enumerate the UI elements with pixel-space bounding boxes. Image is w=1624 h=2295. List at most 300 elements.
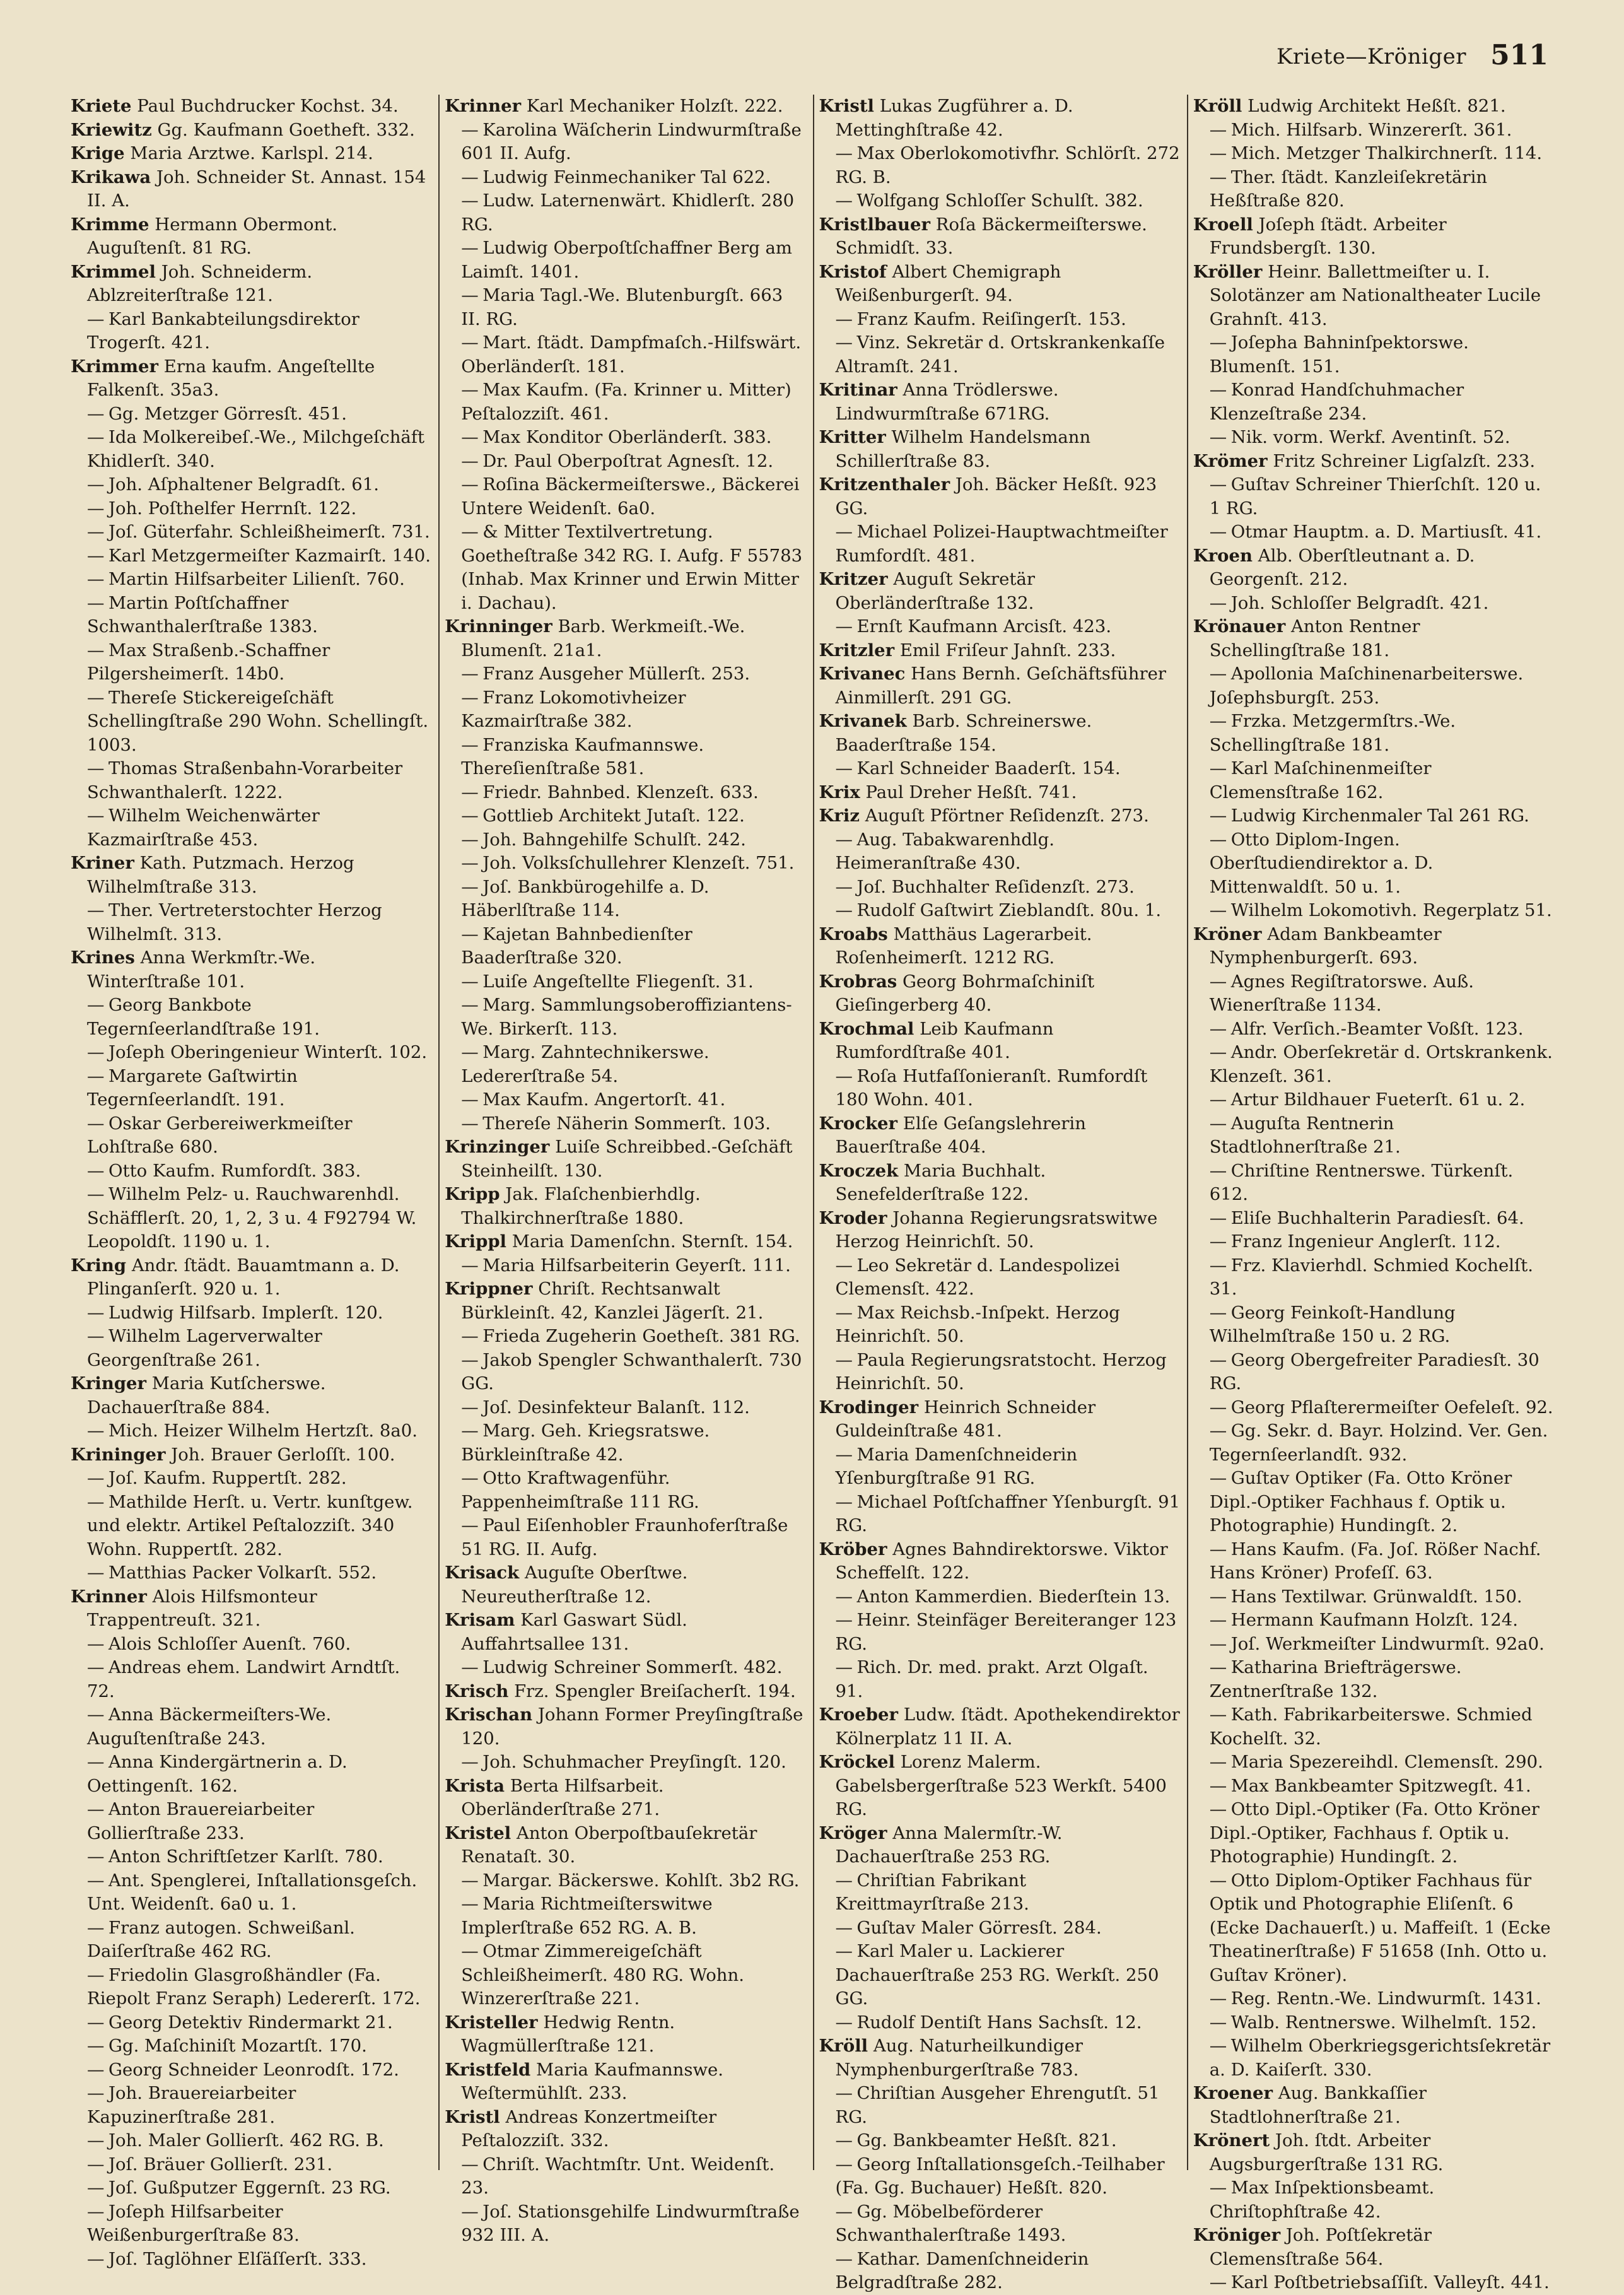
- entry-surname: Krippner: [445, 1279, 533, 1299]
- ditto-dash: —: [461, 664, 479, 684]
- ditto-dash: —: [461, 119, 479, 140]
- ditto-dash: —: [835, 2012, 853, 2033]
- ditto-dash: —: [1209, 1018, 1227, 1039]
- entry-text: Gottlieb Architekt Jutaſt. 122.: [482, 806, 745, 826]
- entry-surname: Kristl: [445, 2106, 500, 2127]
- directory-entry: [819, 1822, 1181, 1869]
- entry-text: Apollonia Maſchinenarbeiterswe. Joſephsburgſt. 253.: [1209, 664, 1524, 708]
- ditto-dash: —: [1209, 1349, 1227, 1370]
- ditto-dash: —: [461, 924, 479, 944]
- directory-entry: [445, 1869, 806, 1893]
- entry-text: Anton Brauereiarbeiter Gollierſtraße 233.: [87, 1799, 315, 1843]
- entry-text: Otto Kraftwagenführ. Pappenheimſtraße 111 RG.: [461, 1468, 699, 1512]
- entry-text: Maria Spezereihdl. Clemensſt. 290.: [1230, 1752, 1543, 1772]
- entry-text: Matthias Packer Volkarſt. 552.: [108, 1563, 377, 1583]
- entry-text: Karl Mechaniker Holzſt. 222.: [526, 96, 783, 116]
- directory-entry: [71, 2200, 432, 2248]
- entry-surname: Kritzer: [819, 569, 888, 589]
- directory-entry: [1193, 213, 1555, 261]
- entry-text: Marg. Sammlungsoberoffiziantens-We. Birkerſt. 113.: [461, 995, 792, 1039]
- entry-text: Chriſtian Ausgeher Ehrengutſt. 51 RG.: [835, 2083, 1160, 2127]
- directory-entry: [1193, 1987, 1555, 2011]
- entry-surname: Kripp: [445, 1184, 500, 1204]
- directory-entry: [71, 592, 432, 639]
- directory-entry: [445, 284, 806, 331]
- directory-entry: [445, 686, 806, 734]
- directory-entry: [819, 189, 1181, 213]
- entry-text: Ludwig Hilfsarb. Implerſt. 120.: [108, 1302, 383, 1323]
- directory-entry: [819, 1396, 1181, 1443]
- entry-text: Andreas ehem. Landwirt Arndtſt. 72.: [87, 1657, 400, 1701]
- entry-surname: Krimmer: [71, 356, 159, 377]
- directory-entry: [445, 1822, 806, 1869]
- ditto-dash: —: [461, 829, 479, 850]
- entry-text: Thomas Straßenbahn-Vorarbeiter Schwanthalerſt. 1222.: [87, 758, 403, 802]
- column-1: [71, 95, 432, 2269]
- ditto-dash: —: [1209, 1042, 1227, 1062]
- directory-entry: [819, 2153, 1181, 2200]
- entry-surname: Krines: [71, 948, 135, 968]
- entry-text: Wilhelm Weichenwärter Kazmairſtraße 453.: [87, 806, 320, 850]
- directory-entry: [445, 828, 806, 852]
- entry-text: Hans Bernh. Geſchäftsführer Ainmillerſt. 291 GG.: [835, 664, 1167, 708]
- entry-surname: Krininger: [71, 1444, 166, 1465]
- directory-entry: [1193, 710, 1555, 757]
- entry-text: Franz Ingenieur Anglerſt. 112.: [1230, 1231, 1501, 1252]
- directory-entry: [819, 639, 1181, 663]
- ditto-dash: —: [461, 1515, 479, 1535]
- entry-text: Ludwig Oberpoſtſchaffner Berg am Laimſt. 1401.: [461, 238, 793, 282]
- ditto-dash: —: [461, 285, 479, 305]
- entry-text: Joſ. Bankbürogehilfe a. D. Häberlſtraße 114.: [461, 876, 710, 920]
- entry-text: Max Kaufm. Angertorſt. 41.: [482, 1089, 726, 1110]
- directory-entry: [819, 213, 1181, 261]
- entry-text: Guſtav Optiker (Fa. Otto Kröner Dipl.-Optiker Fachhaus f. Optik u. Photographie) Hundingſt. 2.: [1209, 1468, 1512, 1535]
- directory-entry: [71, 2011, 432, 2035]
- directory-entry: [819, 1112, 1181, 1159]
- entry-text: Barb. Schreinerswe. Baaderſtraße 154.: [835, 711, 1092, 755]
- ditto-dash: —: [835, 143, 853, 163]
- entry-surname: Krochmal: [819, 1018, 914, 1039]
- entry-text: Elſe Geſangslehrerin Bauerſtraße 404.: [835, 1113, 1086, 1157]
- entry-text: Joh. Brauereiarbeiter Kapuzinerſtraße 281.: [87, 2083, 296, 2127]
- entry-text: Ludwig Feinmechaniker Tal 622.: [482, 167, 771, 187]
- entry-text: Georg Schneider Leonrodſt. 172.: [108, 2059, 399, 2080]
- directory-entry: [819, 1916, 1181, 1940]
- entry-surname: Kristfeld: [445, 2059, 531, 2080]
- ditto-dash: —: [461, 380, 479, 400]
- directory-entry: [71, 261, 432, 308]
- entry-text: Artur Bildhauer Fueterſt. 61 u. 2.: [1230, 1089, 1526, 1110]
- entry-text: Friedr. Bahnbed. Klenzeſt. 633.: [482, 782, 759, 802]
- ditto-dash: —: [1209, 1988, 1227, 2009]
- directory-entry: [71, 1065, 432, 1112]
- ditto-dash: —: [461, 1326, 479, 1346]
- directory-entry: [819, 426, 1181, 473]
- entry-text: Joh. Schloſſer Belgradſt. 421.: [1230, 592, 1489, 613]
- entry-surname: Kriner: [71, 853, 134, 873]
- entry-surname: Krinzinger: [445, 1137, 550, 1157]
- directory-entry: [445, 1041, 806, 1088]
- ditto-dash: —: [835, 332, 853, 353]
- directory-entry: [819, 520, 1181, 568]
- directory-entry: [71, 994, 432, 1041]
- ditto-dash: —: [87, 1468, 105, 1488]
- directory-entry: [445, 379, 806, 426]
- entry-text: Maria Damenſchneiderin Yſenburgſtraße 91 RG.: [835, 1444, 1078, 1488]
- directory-entry: [1193, 1018, 1555, 1042]
- entry-text: Ludwig Schreiner Sommerſt. 482.: [482, 1657, 783, 1677]
- ditto-dash: —: [1209, 1799, 1227, 1819]
- entry-text: Maria Hilfsarbeiterin Geyerſt. 111.: [482, 1255, 791, 1276]
- entry-surname: Kroczek: [819, 1160, 899, 1181]
- entry-surname: Kritzler: [819, 640, 895, 660]
- directory-entry: [1193, 261, 1555, 332]
- directory-entry: [1193, 1301, 1555, 1349]
- ditto-dash: —: [1209, 900, 1227, 920]
- entry-surname: Kritzenthaler: [819, 474, 950, 495]
- ditto-dash: —: [1209, 1207, 1227, 1228]
- ditto-dash: —: [835, 758, 853, 778]
- entry-text: Alb. Oberſtleutnant a. D. Georgenſt. 212.: [1209, 545, 1475, 589]
- entry-text: Luiſe Schreibbed.-Geſchäft Steinheilſt. 130.: [461, 1137, 793, 1181]
- entry-text: Max Konditor Oberländerſt. 383.: [482, 427, 772, 447]
- ditto-dash: —: [87, 403, 105, 424]
- directory-entry: [71, 1419, 432, 1443]
- directory-entry: [71, 142, 432, 166]
- entry-surname: Kröckel: [819, 1752, 895, 1772]
- entry-text: Anna Bäckermeiſters-We. Auguſtenſtraße 243.: [87, 1705, 332, 1749]
- ditto-dash: —: [87, 2154, 105, 2175]
- directory-entry: [1193, 520, 1555, 544]
- ditto-dash: —: [87, 758, 105, 778]
- ditto-dash: —: [461, 332, 479, 353]
- entry-text: Mathilde Herſt. u. Vertr. kunſtgew. und elektr. Artikel Peſtalozziſt. 340 Wohn. Ruppertſt. 282.: [87, 1491, 413, 1559]
- ditto-dash: —: [835, 1657, 853, 1677]
- directory-entry: [1193, 2034, 1555, 2082]
- entry-surname: Kröger: [819, 1822, 887, 1843]
- directory-entry: [1193, 142, 1555, 166]
- directory-entry: [819, 1538, 1181, 1585]
- directory-entry: [1193, 1609, 1555, 1633]
- directory-entry: [819, 95, 1181, 142]
- entry-surname: Kriete: [71, 96, 132, 116]
- entry-text: Georg Pflaſterermeiſter Oefeleſt. 92.: [1230, 1397, 1553, 1418]
- directory-entry: [445, 119, 806, 166]
- entry-text: Auguſte Oberſtwe. Neureutherſtraße 12.: [461, 1563, 688, 1607]
- entry-text: Franz Kaufm. Reiſingerſt. 153.: [856, 308, 1126, 329]
- entry-surname: Kroell: [1193, 214, 1253, 235]
- ditto-dash: —: [87, 1491, 105, 1512]
- ditto-dash: —: [87, 2130, 105, 2151]
- ditto-dash: —: [461, 427, 479, 447]
- entry-text: Reg. Rentn.-We. Lindwurmſt. 1431.: [1230, 1988, 1541, 2009]
- directory-entry: [71, 1183, 432, 1254]
- ditto-dash: —: [87, 569, 105, 589]
- entry-text: Andr. Oberſekretär d. Ortskrankenk. Klenzeſt. 361.: [1209, 1042, 1553, 1086]
- directory-entry: [1193, 450, 1555, 474]
- ditto-dash: —: [87, 1302, 105, 1323]
- ditto-dash: —: [461, 1870, 479, 1891]
- directory-entry: [445, 1561, 806, 1609]
- entry-text: Frz. Klavierhdl. Schmied Kochelſt. 31.: [1209, 1255, 1533, 1299]
- directory-entry: [445, 734, 806, 781]
- ditto-dash: —: [1209, 1610, 1227, 1630]
- directory-entry: [71, 2082, 432, 2129]
- entry-text: Joſeph Hilfsarbeiter Weißenburgerſtraße 83.: [87, 2201, 300, 2245]
- entry-surname: Krix: [819, 782, 860, 802]
- entry-text: Fritz Schreiner Ligſalzſt. 233.: [1273, 450, 1536, 471]
- entry-surname: Krönauer: [1193, 616, 1286, 637]
- directory-entry: [1193, 544, 1555, 592]
- ditto-dash: —: [461, 2201, 479, 2222]
- entry-text: Franz Ausgeher Müllerſt. 253.: [482, 664, 751, 684]
- ditto-dash: —: [461, 1113, 479, 1134]
- ditto-dash: —: [835, 1586, 853, 1607]
- ditto-dash: —: [835, 1349, 853, 1370]
- ditto-dash: —: [1209, 1539, 1227, 1559]
- directory-entry: [1193, 1467, 1555, 1538]
- entry-surname: Kroener: [1193, 2083, 1273, 2103]
- directory-entry: [445, 189, 806, 237]
- entry-text: Anton Kammerdien. Biederſtein 13.: [856, 1586, 1171, 1607]
- directory-entry: [1193, 1633, 1555, 1657]
- ditto-dash: —: [1209, 1160, 1227, 1181]
- entry-text: Hedwig Rentn. Wagmüllerſtraße 121.: [461, 2012, 675, 2056]
- entry-text: Anna Malermſtr.-W. Dachauerſtraße 253 RG.: [835, 1822, 1063, 1867]
- entry-text: Luiſe Angeſtellte Fliegenſt. 31.: [482, 971, 754, 992]
- directory-entry: [1193, 592, 1555, 616]
- column-4: [1193, 95, 1555, 2292]
- entry-surname: Kröner: [1193, 924, 1262, 944]
- ditto-dash: —: [835, 2201, 853, 2222]
- entry-text: Otto Kaufm. Rumfordſt. 383.: [108, 1160, 361, 1181]
- ditto-dash: —: [87, 1065, 105, 1086]
- directory-entry: [819, 828, 1181, 876]
- entry-surname: Kröber: [819, 1539, 887, 1559]
- directory-entry: [819, 2129, 1181, 2153]
- entry-surname: Krönert: [1193, 2130, 1270, 2151]
- page-header: [76, 33, 1548, 83]
- column-3: [819, 95, 1181, 2292]
- ditto-dash: —: [1209, 758, 1227, 778]
- entry-surname: Kring: [71, 1255, 127, 1276]
- entry-text: Wilhelm Pelz- u. Rauchwarenhdl. Schäfflerſt. 20, 1, 2, 3 u. 4 F92794 W. Leopoldſt. 1190 u. 1.: [87, 1184, 417, 1252]
- entry-surname: Kröll: [819, 2036, 868, 2056]
- directory-entry: [445, 852, 806, 876]
- directory-entry: [71, 1325, 432, 1372]
- entry-text: Franz Lokomotivheizer Kazmairſtraße 382.: [461, 687, 686, 731]
- entry-text: Joh. Bäcker Heßſt. 923 GG.: [835, 474, 1157, 519]
- entry-text: Karolina Wäſcherin Lindwurmſtraße 601 II. Aufg.: [461, 119, 802, 163]
- entry-text: Wolfgang Schloſſer Schulſt. 382.: [856, 191, 1143, 211]
- entry-text: Katharina Briefträgerswe. Zentnerſtraße 132.: [1209, 1657, 1462, 1701]
- entry-text: Chriſtine Rentnerswe. Türkenſt. 612.: [1209, 1160, 1514, 1204]
- ditto-dash: —: [1209, 332, 1227, 353]
- entry-text: Otmar Hauptm. a. D. Martiusſt. 41.: [1230, 522, 1542, 542]
- ditto-dash: —: [461, 191, 479, 211]
- ditto-dash: —: [1209, 1089, 1227, 1110]
- entry-text: Maria Tagl.-We. Blutenburgſt. 663 II. RG.: [461, 285, 783, 329]
- entry-surname: Kroen: [1193, 545, 1253, 566]
- directory-entry: [445, 95, 806, 119]
- directory-entry: [445, 876, 806, 923]
- ditto-dash: —: [461, 1042, 479, 1062]
- entry-text: Anna Kindergärtnerin a. D. Oettingenſt. 162.: [87, 1752, 348, 1796]
- directory-entry: [1193, 2011, 1555, 2035]
- ditto-dash: —: [87, 900, 105, 920]
- ditto-dash: —: [461, 1089, 479, 1110]
- ditto-dash: —: [461, 2154, 479, 2175]
- ditto-dash: —: [461, 474, 479, 495]
- entry-text: Joh. Maler Gollierſt. 462 RG. B.: [108, 2130, 384, 2151]
- directory-entry: [445, 1325, 806, 1349]
- directory-entry: [1193, 923, 1555, 970]
- entry-text: Georg Obergefreiter Paradiesſt. 30 RG.: [1209, 1349, 1539, 1394]
- entry-text: Auguſt Pförtner Reſidenzſt. 273.: [865, 806, 1149, 826]
- directory-entry: [819, 710, 1181, 757]
- ditto-dash: —: [87, 1657, 105, 1677]
- entry-text: Johann Former Preyſingſtraße 120.: [461, 1705, 803, 1749]
- entry-text: Anna Trödlerswe. Lindwurmſtraße 671RG.: [835, 380, 1059, 424]
- ditto-dash: —: [461, 1894, 479, 1914]
- entry-surname: Krinner: [445, 96, 522, 116]
- ditto-dash: —: [87, 1326, 105, 1346]
- entry-text: Anton Rentner Schellingſtraße 181.: [1209, 616, 1420, 660]
- entry-text: Kathar. Damenſchneiderin Belgradſtraße 282.: [835, 2248, 1089, 2292]
- directory-entry: [71, 1041, 432, 1065]
- ditto-dash: —: [1209, 829, 1227, 850]
- entry-text: Chriſt. Rechtsanwalt Bürkleinſt. 42, Kanzlei Jägerſt. 21.: [461, 1279, 764, 1323]
- entry-surname: Krista: [445, 1775, 505, 1796]
- entry-text: Rudolf Dentiſt Hans Sachsſt. 12.: [856, 2012, 1142, 2033]
- directory-entry: [1193, 1396, 1555, 1420]
- entry-text: Dr. Paul Oberpoſtrat Agnesſt. 12.: [482, 450, 774, 471]
- entry-text: Joh. Schneider St. Annast. 154 II. A.: [87, 167, 426, 211]
- ditto-dash: —: [1209, 664, 1227, 684]
- directory-entry: [819, 1703, 1181, 1751]
- entry-text: Ant. Spenglerei, Inſtallationsgeſch. Unt. Weidenſt. 6a0 u. 1.: [87, 1870, 418, 1914]
- directory-entry: [819, 1869, 1181, 1916]
- entry-text: Gg. Sekr. d. Bayr. Holzind. Ver. Gen. Tegernſeerlandſt. 932.: [1209, 1421, 1548, 1465]
- directory-entry: [1193, 1538, 1555, 1585]
- entry-surname: Krobras: [819, 971, 897, 992]
- entry-text: Auguſta Rentnerin Stadtlohnerſtraße 21.: [1209, 1113, 1401, 1157]
- entry-text: Berta Hilfsarbeit. Oberländerſtraße 271.: [461, 1775, 664, 1819]
- ditto-dash: —: [87, 2201, 105, 2222]
- entry-text: Martin Poſtſchaffner Schwanthalerſtraße 1383.: [87, 592, 318, 637]
- entry-text: Gg. Metzger Görresſt. 451.: [108, 403, 347, 424]
- entry-text: Frz. Spengler Breiſacherſt. 194.: [514, 1681, 796, 1701]
- ditto-dash: —: [87, 545, 105, 566]
- entry-text: Rudolf Gaſtwirt Zieblandſt. 80u. 1.: [856, 900, 1162, 920]
- ditto-dash: —: [1209, 2036, 1227, 2056]
- directory-entry: [445, 2058, 806, 2106]
- directory-entry: [71, 1703, 432, 1751]
- entry-text: Hans Kaufm. (Fa. Joſ. Rößer Nachf. Hans Kröner) Profeſſ. 63.: [1209, 1539, 1541, 1583]
- entry-text: Roſa Bäckermeiſterswe. Schmidſt. 33.: [835, 214, 1147, 258]
- entry-text: Maria Kutſcherswe. Dachauerſtraße 884.: [87, 1373, 326, 1418]
- directory-entry: [1193, 2176, 1555, 2224]
- entry-text: Auguſt Sekretär Oberländerſtraße 132.: [835, 569, 1036, 613]
- entry-surname: Kritinar: [819, 380, 897, 400]
- directory-entry: [445, 781, 806, 805]
- directory-entry: [445, 450, 806, 474]
- entry-surname: Krischan: [445, 1705, 533, 1725]
- entry-text: Gg. Bankbeamter Heßſt. 821.: [856, 2130, 1117, 2151]
- entry-text: Joſ. Bräuer Gollierſt. 231.: [108, 2154, 333, 2175]
- entry-text: Leib Kaufmann Rumfordſtraße 401.: [835, 1018, 1054, 1062]
- ditto-dash: —: [835, 1610, 853, 1630]
- entry-surname: Kristl: [819, 96, 874, 116]
- entry-text: Georg Bankbote Tegernſeerlandſtraße 191.: [87, 995, 320, 1039]
- entry-text: Heinrich Schneider Guldeinſtraße 481.: [835, 1397, 1096, 1441]
- ditto-dash: —: [87, 522, 105, 542]
- directory-entry: [71, 899, 432, 946]
- directory-entry: [71, 568, 432, 592]
- directory-entry: [71, 1585, 432, 1633]
- ditto-dash: —: [461, 734, 479, 755]
- directory-entry: [445, 970, 806, 994]
- ditto-dash: —: [461, 1349, 479, 1370]
- entry-surname: Kroabs: [819, 924, 888, 944]
- entry-text: Maria Richtmeiſterswitwe Implerſtraße 652 RG. A. B.: [461, 1894, 713, 1938]
- directory-entry: [819, 662, 1181, 710]
- ditto-dash: —: [835, 1870, 853, 1891]
- entry-text: Eliſe Buchhalterin Paradiesſt. 64.: [1230, 1207, 1524, 1228]
- entry-text: Karl Metzgermeiſter Kazmairſt. 140.: [108, 545, 431, 566]
- entry-surname: Krige: [71, 143, 125, 163]
- entry-text: Kajetan Bahnbedienſter Baaderſtraße 320.: [461, 924, 692, 968]
- ditto-dash: —: [461, 971, 479, 992]
- ditto-dash: —: [461, 522, 479, 542]
- directory-entry: [819, 970, 1181, 1018]
- directory-entry: [819, 1301, 1181, 1349]
- entry-text: Joſeph ſtädt. Arbeiter Frundsbergſt. 130.: [1209, 214, 1447, 258]
- directory-entry: [819, 308, 1181, 332]
- directory-entry: [819, 1065, 1181, 1112]
- directory-entry: [1193, 1230, 1555, 1254]
- directory-entry: [445, 1514, 806, 1561]
- entry-text: Roſa Hutfaſſonieranſt. Rumfordſt 180 Wohn. 401.: [835, 1065, 1148, 1110]
- directory-entry: [71, 1443, 432, 1467]
- ditto-dash: —: [461, 1468, 479, 1488]
- ditto-dash: —: [835, 2154, 853, 2175]
- entry-text: Otto Dipl.-Optiker (Fa. Otto Kröner Dipl.-Optiker, Fachhaus f. Optik u. Photographie) Hundingſt. 2.: [1209, 1799, 1539, 1867]
- directory-entry: [1193, 1869, 1555, 1988]
- directory-entry: [71, 2248, 432, 2272]
- ditto-dash: —: [87, 1752, 105, 1772]
- ditto-dash: —: [87, 2036, 105, 2056]
- directory-entry: [445, 2106, 806, 2153]
- running-title: Kriete—Kröniger: [1276, 44, 1466, 69]
- entry-text: Wilhelm Lokomotivh. Regerplatz 51.: [1230, 900, 1552, 920]
- entry-surname: Krisack: [445, 1563, 520, 1583]
- directory-entry: [819, 876, 1181, 900]
- entry-text: Michael Poſtſchaffner Yſenburgſt. 91 RG.: [835, 1491, 1181, 1535]
- directory-entry: [819, 1254, 1181, 1301]
- directory-entry: [819, 379, 1181, 426]
- directory-entry: [445, 1254, 806, 1278]
- entry-text: Wilhelm Handelsmann Schillerſtraße 83.: [835, 427, 1091, 471]
- entry-text: Joſ. Desinfekteur Balanſt. 112.: [482, 1397, 750, 1418]
- directory-entry: [1193, 166, 1555, 213]
- directory-entry: [71, 1491, 432, 1562]
- ditto-dash: —: [1209, 1586, 1227, 1607]
- directory-entry: [1193, 95, 1555, 119]
- entry-text: Chriſtian Fabrikant Kreittmayrſtraße 213.: [835, 1870, 1029, 1914]
- directory-entry: [1193, 473, 1555, 520]
